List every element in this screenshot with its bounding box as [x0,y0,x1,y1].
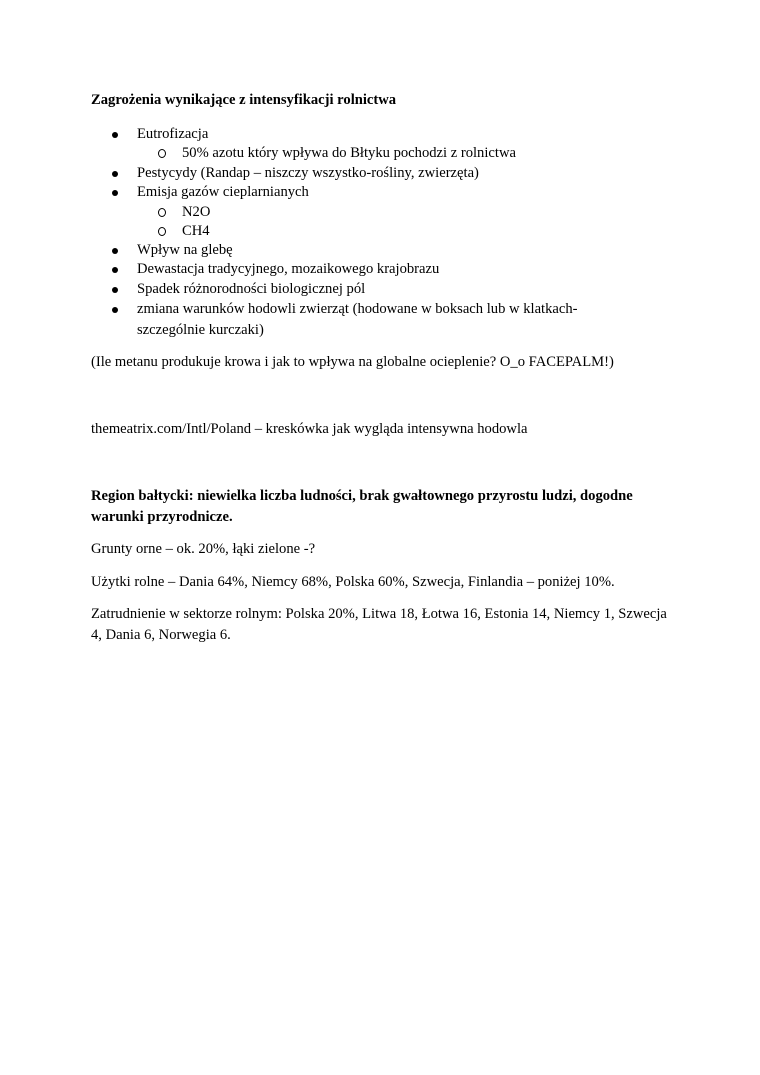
sub-list-item-text: 50% azotu który wpływa do Błtyku pochodzi z rolnictwa [182,145,516,161]
section-heading-baltic: Region bałtycki: niewielka liczba ludności, brak gwałtownego przyrostu ludzi, dogodne warunki przyrodnicze. [91,488,633,525]
note-paragraph: (Ile metanu produkuje krowa i jak to wpływa na globalne ocieplenie? O_o FACEPALM!) [91,354,614,370]
list-item-text: Spadek różnorodności biologicznej pól [137,281,366,297]
list-item-text: zmiana warunków hodowli zwierząt (hodowane w boksach lub w klatkach-szczególnie kurczaki) [137,301,578,338]
list-item-text: Emisja gazów cieplarnianych [137,184,309,200]
list-item-text: Pestycydy (Randap – niszczy wszystko-rośliny, zwierzęta) [137,165,479,181]
circle-bullet-icon [158,227,166,236]
bullet-icon [112,171,118,177]
sub-list-item-text: CH4 [182,223,210,239]
sub-list-item-text: N2O [182,204,211,220]
bullet-icon [112,267,118,273]
list-item-text: Dewastacja tradycyjnego, mozaikowego krajobrazu [137,261,440,277]
paragraph-arable-land: Grunty orne – ok. 20%, łąki zielone -? [91,541,316,557]
bullet-icon [112,287,118,293]
bullet-icon [112,307,118,313]
list-item-text: Eutrofizacja [137,126,209,142]
link-paragraph: themeatrix.com/Intl/Poland – kreskówka jak wygląda intensywna hodowla [91,421,528,437]
bullet-icon [112,132,118,138]
bullet-icon [112,190,118,196]
bullet-icon [112,248,118,254]
section-heading-threats: Zagrożenia wynikające z intensyfikacji rolnictwa [91,92,397,108]
paragraph-employment: Zatrudnienie w sektorze rolnym: Polska 20%, Litwa 18, Łotwa 16, Estonia 14, Niemcy 1, Szwecja 4, Dania 6, Norwegia 6. [91,606,667,643]
circle-bullet-icon [158,149,166,158]
paragraph-agricultural-land: Użytki rolne – Dania 64%, Niemcy 68%, Polska 60%, Szwecja, Finlandia – poniżej 10%. [91,574,615,590]
list-item-text: Wpływ na glebę [137,242,233,258]
circle-bullet-icon [158,208,166,217]
